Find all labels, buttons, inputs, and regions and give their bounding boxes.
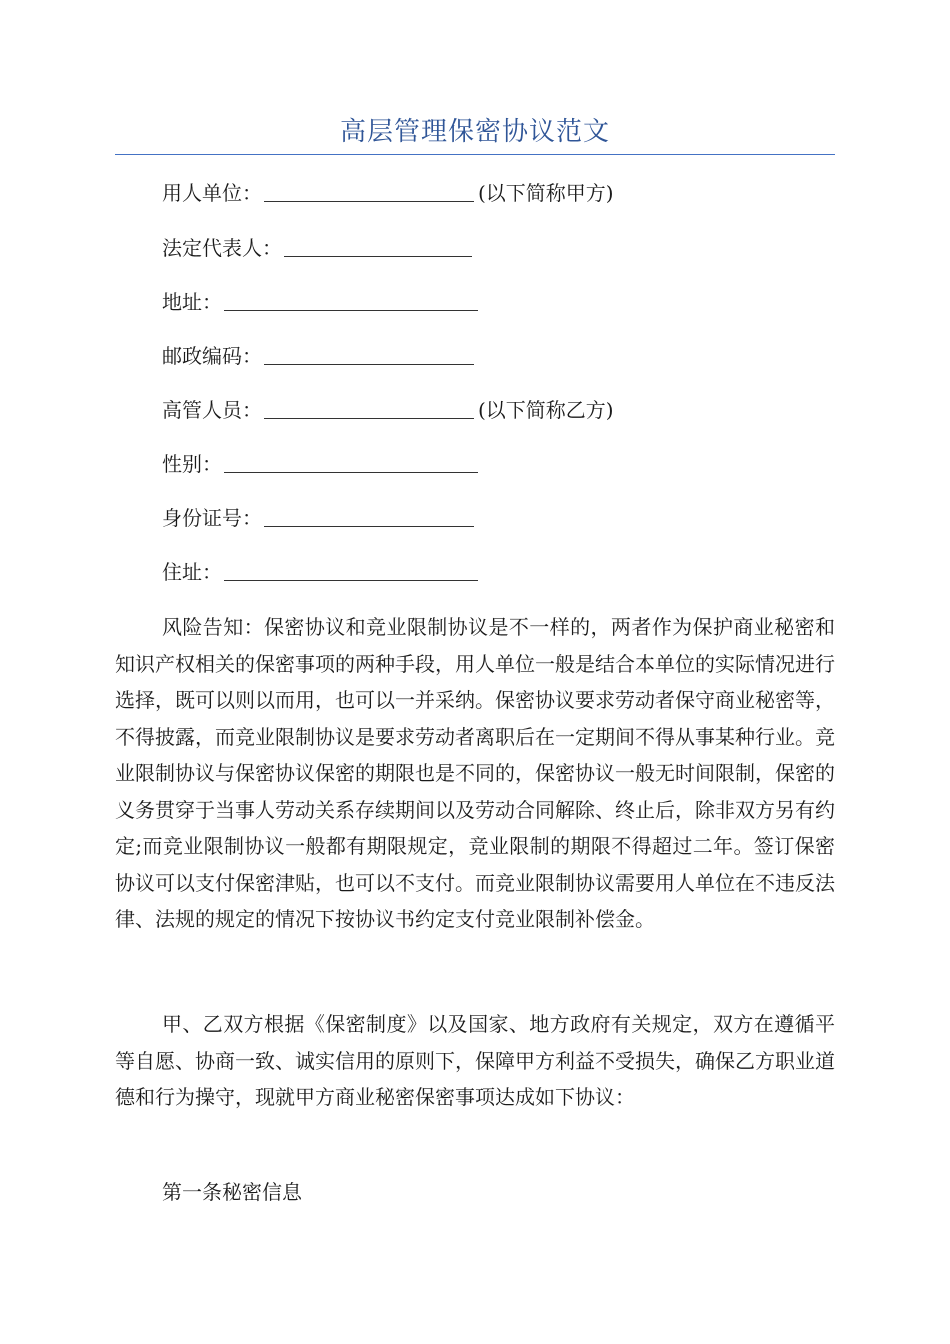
risk-notice-paragraph: 风险告知：保密协议和竞业限制协议是不一样的，两者作为保护商业秘密和知识产权相关的保密事项的两种手段，用人单位一般是结合本单位的实际情况进行选择，既可以则以而用，也可以一并采纳。保密协议要求劳动者保守商业秘密等，不得披露，而竞业限制协议是要求劳动者离职后在一定期间不得从事某种行业。竞业限制协议与保密协议保密的期限也是不同的，保密协议一般无时间限制，保密的义务贯穿于当事人劳动关系存续期间以及劳动合同解除、终止后，除非双方另有约定;而竞业限制协议一般都有期限规定，竞业限制的期限不得超过二年。签订保密协议可以支付保密津贴，也可以不支付。而竞业限制协议需要用人单位在不违反法律、法规的规定的情况下按协议书约定支付竞业限制补偿金。 bbox=[115, 615, 835, 931]
field-label: 身份证号： bbox=[162, 506, 262, 530]
blank-line[interactable] bbox=[224, 452, 478, 473]
field-label: 用人单位： bbox=[162, 181, 262, 205]
blank-line[interactable] bbox=[264, 506, 474, 527]
field-suffix: (以下简称乙方) bbox=[478, 398, 614, 422]
blank-line[interactable] bbox=[224, 560, 478, 581]
field-suffix: (以下简称甲方) bbox=[478, 181, 614, 205]
field-gender bbox=[162, 447, 482, 481]
field-residence bbox=[162, 555, 482, 589]
field-label: 地址： bbox=[162, 290, 222, 314]
field-label: 法定代表人： bbox=[162, 236, 282, 260]
field-postal-code bbox=[162, 339, 478, 373]
document-title: 高层管理保密协议范文 bbox=[339, 117, 610, 147]
title-underline bbox=[115, 154, 835, 155]
field-employer bbox=[162, 176, 614, 210]
blank-line[interactable] bbox=[264, 181, 474, 202]
blank-line[interactable] bbox=[264, 398, 474, 419]
field-executive bbox=[162, 393, 614, 427]
field-id-number bbox=[162, 501, 478, 535]
blank-line[interactable] bbox=[264, 344, 474, 365]
blank-line[interactable] bbox=[224, 290, 478, 311]
field-label: 性别： bbox=[162, 452, 222, 476]
field-label: 住址： bbox=[162, 560, 222, 584]
field-label: 邮政编码： bbox=[162, 344, 262, 368]
blank-line[interactable] bbox=[284, 236, 472, 257]
field-label: 高管人员： bbox=[162, 398, 262, 422]
field-address bbox=[162, 285, 482, 319]
field-legal-representative bbox=[162, 231, 476, 265]
article-1-heading: 第一条秘密信息 bbox=[162, 1180, 302, 1204]
agreement-intro-paragraph: 甲、乙双方根据《保密制度》以及国家、地方政府有关规定，双方在遵循平等自愿、协商一致、诚实信用的原则下，保障甲方利益不受损失，确保乙方职业道德和行为操守，现就甲方商业秘密保密事项达成如下协议： bbox=[115, 1012, 835, 1109]
